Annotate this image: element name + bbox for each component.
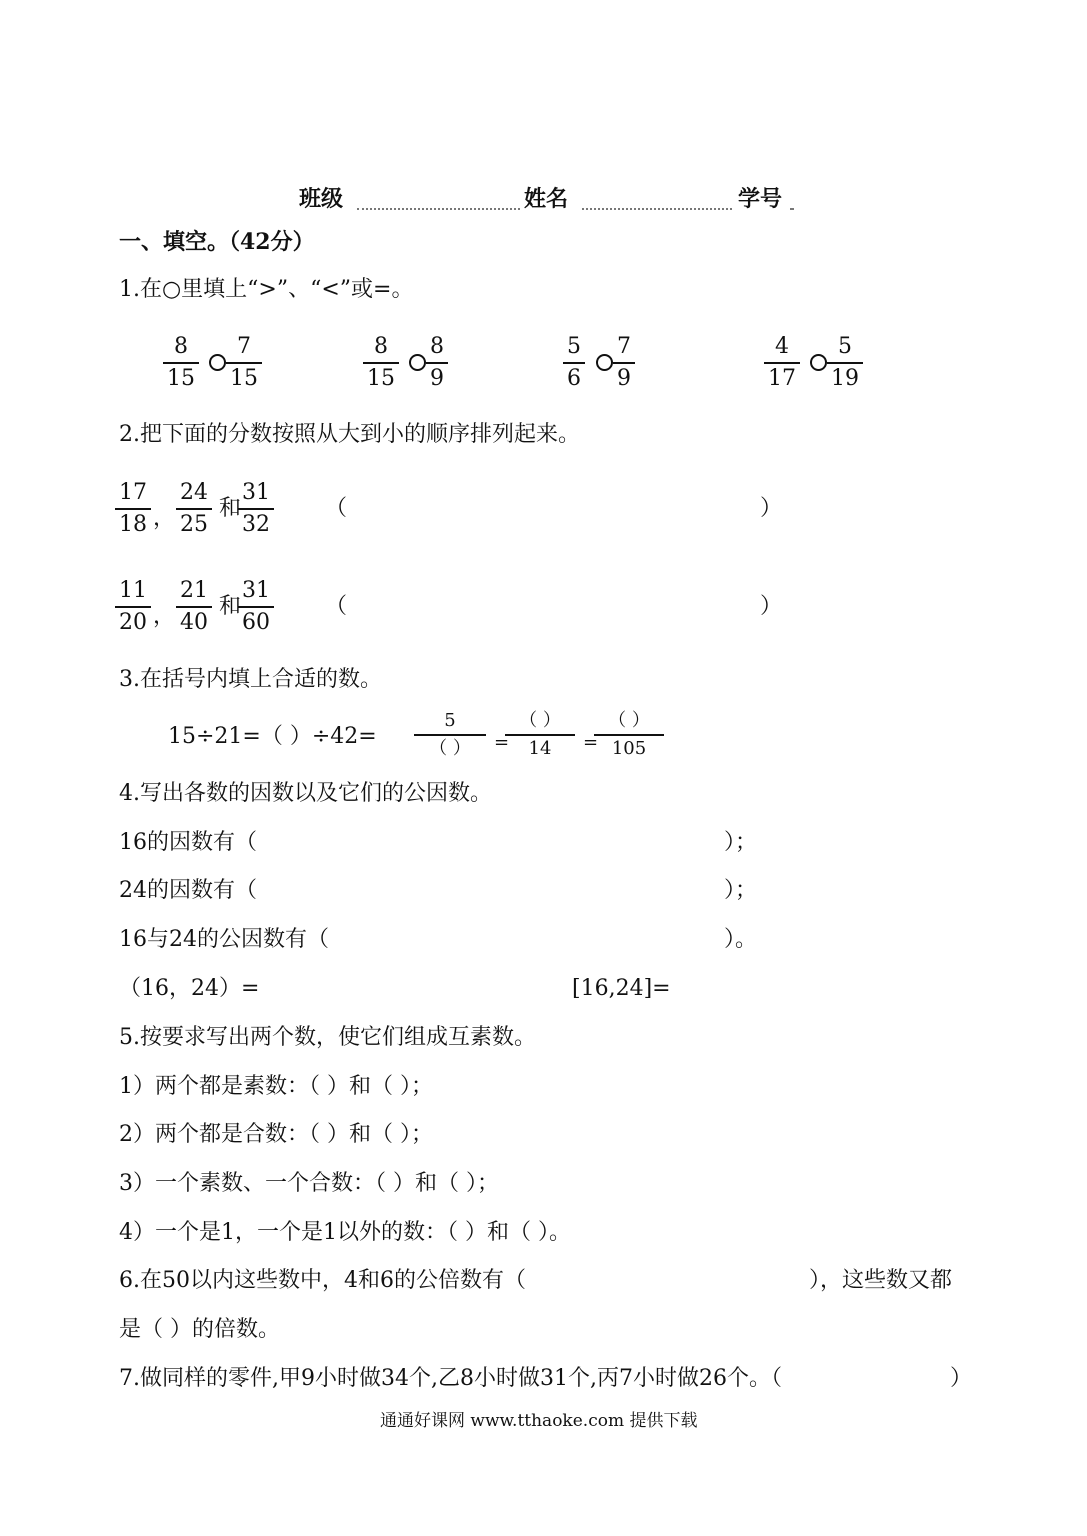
gcd-expression: （16，24）= — [119, 976, 260, 1001]
fraction: $\frac{11}{20}$ — [117, 580, 149, 634]
fraction: $\frac{17}{18}$ — [117, 482, 149, 536]
q4-line-2-end: ）； — [724, 878, 758, 903]
name-label: 姓名 — [524, 186, 569, 212]
section-title: 一、填空。（42分） — [119, 229, 315, 255]
question-7-text: 7.做同样的零件,甲9小时做34个,乙8小时做31个,丙7小时做26个。（ — [119, 1366, 782, 1391]
fraction: $\frac{5}{19}$ — [829, 336, 861, 390]
fraction: $\frac{31}{60}$ — [240, 580, 272, 634]
fraction: （ ） 14 — [507, 712, 573, 758]
question-5-text: 5.按要求写出两个数，使它们组成互素数。 — [119, 1025, 536, 1050]
and-word: 和 — [219, 594, 242, 619]
open-paren: （ — [325, 496, 348, 521]
class-blank[interactable] — [357, 208, 520, 210]
compare-circle[interactable] — [409, 354, 426, 371]
fraction: $\frac{8}{9}$ — [428, 336, 446, 390]
q4-line-3-label: 16与24的公因数有（ — [119, 927, 329, 952]
student-id-blank[interactable] — [790, 208, 794, 210]
q5-item-1: 1）两个都是素数：（ ）和（ ）； — [119, 1074, 433, 1099]
q5-item-3: 3）一个素数、一个合数：（ ）和（ ）； — [119, 1171, 499, 1196]
question-3-text: 3.在括号内填上合适的数。 — [119, 667, 382, 692]
compare-circle[interactable] — [209, 354, 226, 371]
q2-answer-1[interactable] — [350, 492, 750, 522]
fraction: $\frac{8}{15}$ — [165, 336, 197, 390]
open-paren: （ — [325, 594, 348, 619]
q4-line-3-end: ）。 — [724, 927, 758, 952]
class-label: 班级 — [299, 186, 344, 212]
lcm-expression: [16,24]= — [572, 976, 671, 1001]
fraction: 5 （ ） — [416, 712, 484, 758]
fraction: $\frac{8}{15}$ — [365, 336, 397, 390]
fraction: $\frac{31}{32}$ — [240, 482, 272, 536]
question-6-line-1-end: ），这些数又都 — [809, 1268, 953, 1293]
close-paren: ） — [760, 594, 783, 619]
q4-line-2-label: 24的因数有（ — [119, 878, 257, 903]
comma: ， — [153, 506, 176, 531]
fraction: $\frac{4}{17}$ — [766, 336, 798, 390]
equals-sign: = — [583, 732, 599, 753]
q5-item-2: 2）两个都是合数：（ ）和（ ）； — [119, 1122, 433, 1147]
question-6-line-2: 是（ ）的倍数。 — [119, 1317, 280, 1342]
fraction: $\frac{24}{25}$ — [178, 482, 210, 536]
comma: ， — [153, 604, 176, 629]
q4-line-1-end: ）； — [724, 830, 758, 855]
q4-line-1-label: 16的因数有（ — [119, 830, 257, 855]
fraction: $\frac{21}{40}$ — [178, 580, 210, 634]
name-blank[interactable] — [582, 208, 732, 210]
student-id-label: 学号 — [738, 186, 783, 212]
fraction: $\frac{5}{6}$ — [565, 336, 583, 390]
fraction: $\frac{7}{15}$ — [228, 336, 260, 390]
compare-circle[interactable] — [596, 354, 613, 371]
question-7-end: ） — [950, 1366, 973, 1391]
question-2-text: 2.把下面的分数按照从大到小的顺序排列起来。 — [119, 422, 580, 447]
question-6-line-1: 6.在50以内这些数中，4和6的公倍数有（ — [119, 1268, 526, 1293]
question-4-text: 4.写出各数的因数以及它们的公因数。 — [119, 781, 492, 806]
footer: 通通好课网 www.tthaoke.com 提供下载 — [380, 1411, 698, 1431]
compare-circle[interactable] — [810, 354, 827, 371]
question-1-text: 1.在○里填上“>”、“<”或=。 — [119, 277, 414, 302]
equals-sign: = — [494, 732, 510, 753]
and-word: 和 — [219, 496, 242, 521]
q5-item-4: 4）一个是1，一个是1以外的数：（ ）和（ ）。 — [119, 1220, 571, 1245]
fraction: $\frac{7}{9}$ — [615, 336, 633, 390]
q2-answer-2[interactable] — [350, 590, 750, 620]
q3-expression: 15÷21=（ ）÷42= — [168, 724, 377, 749]
close-paren: ） — [760, 496, 783, 521]
fraction: （ ） 105 — [596, 712, 662, 758]
